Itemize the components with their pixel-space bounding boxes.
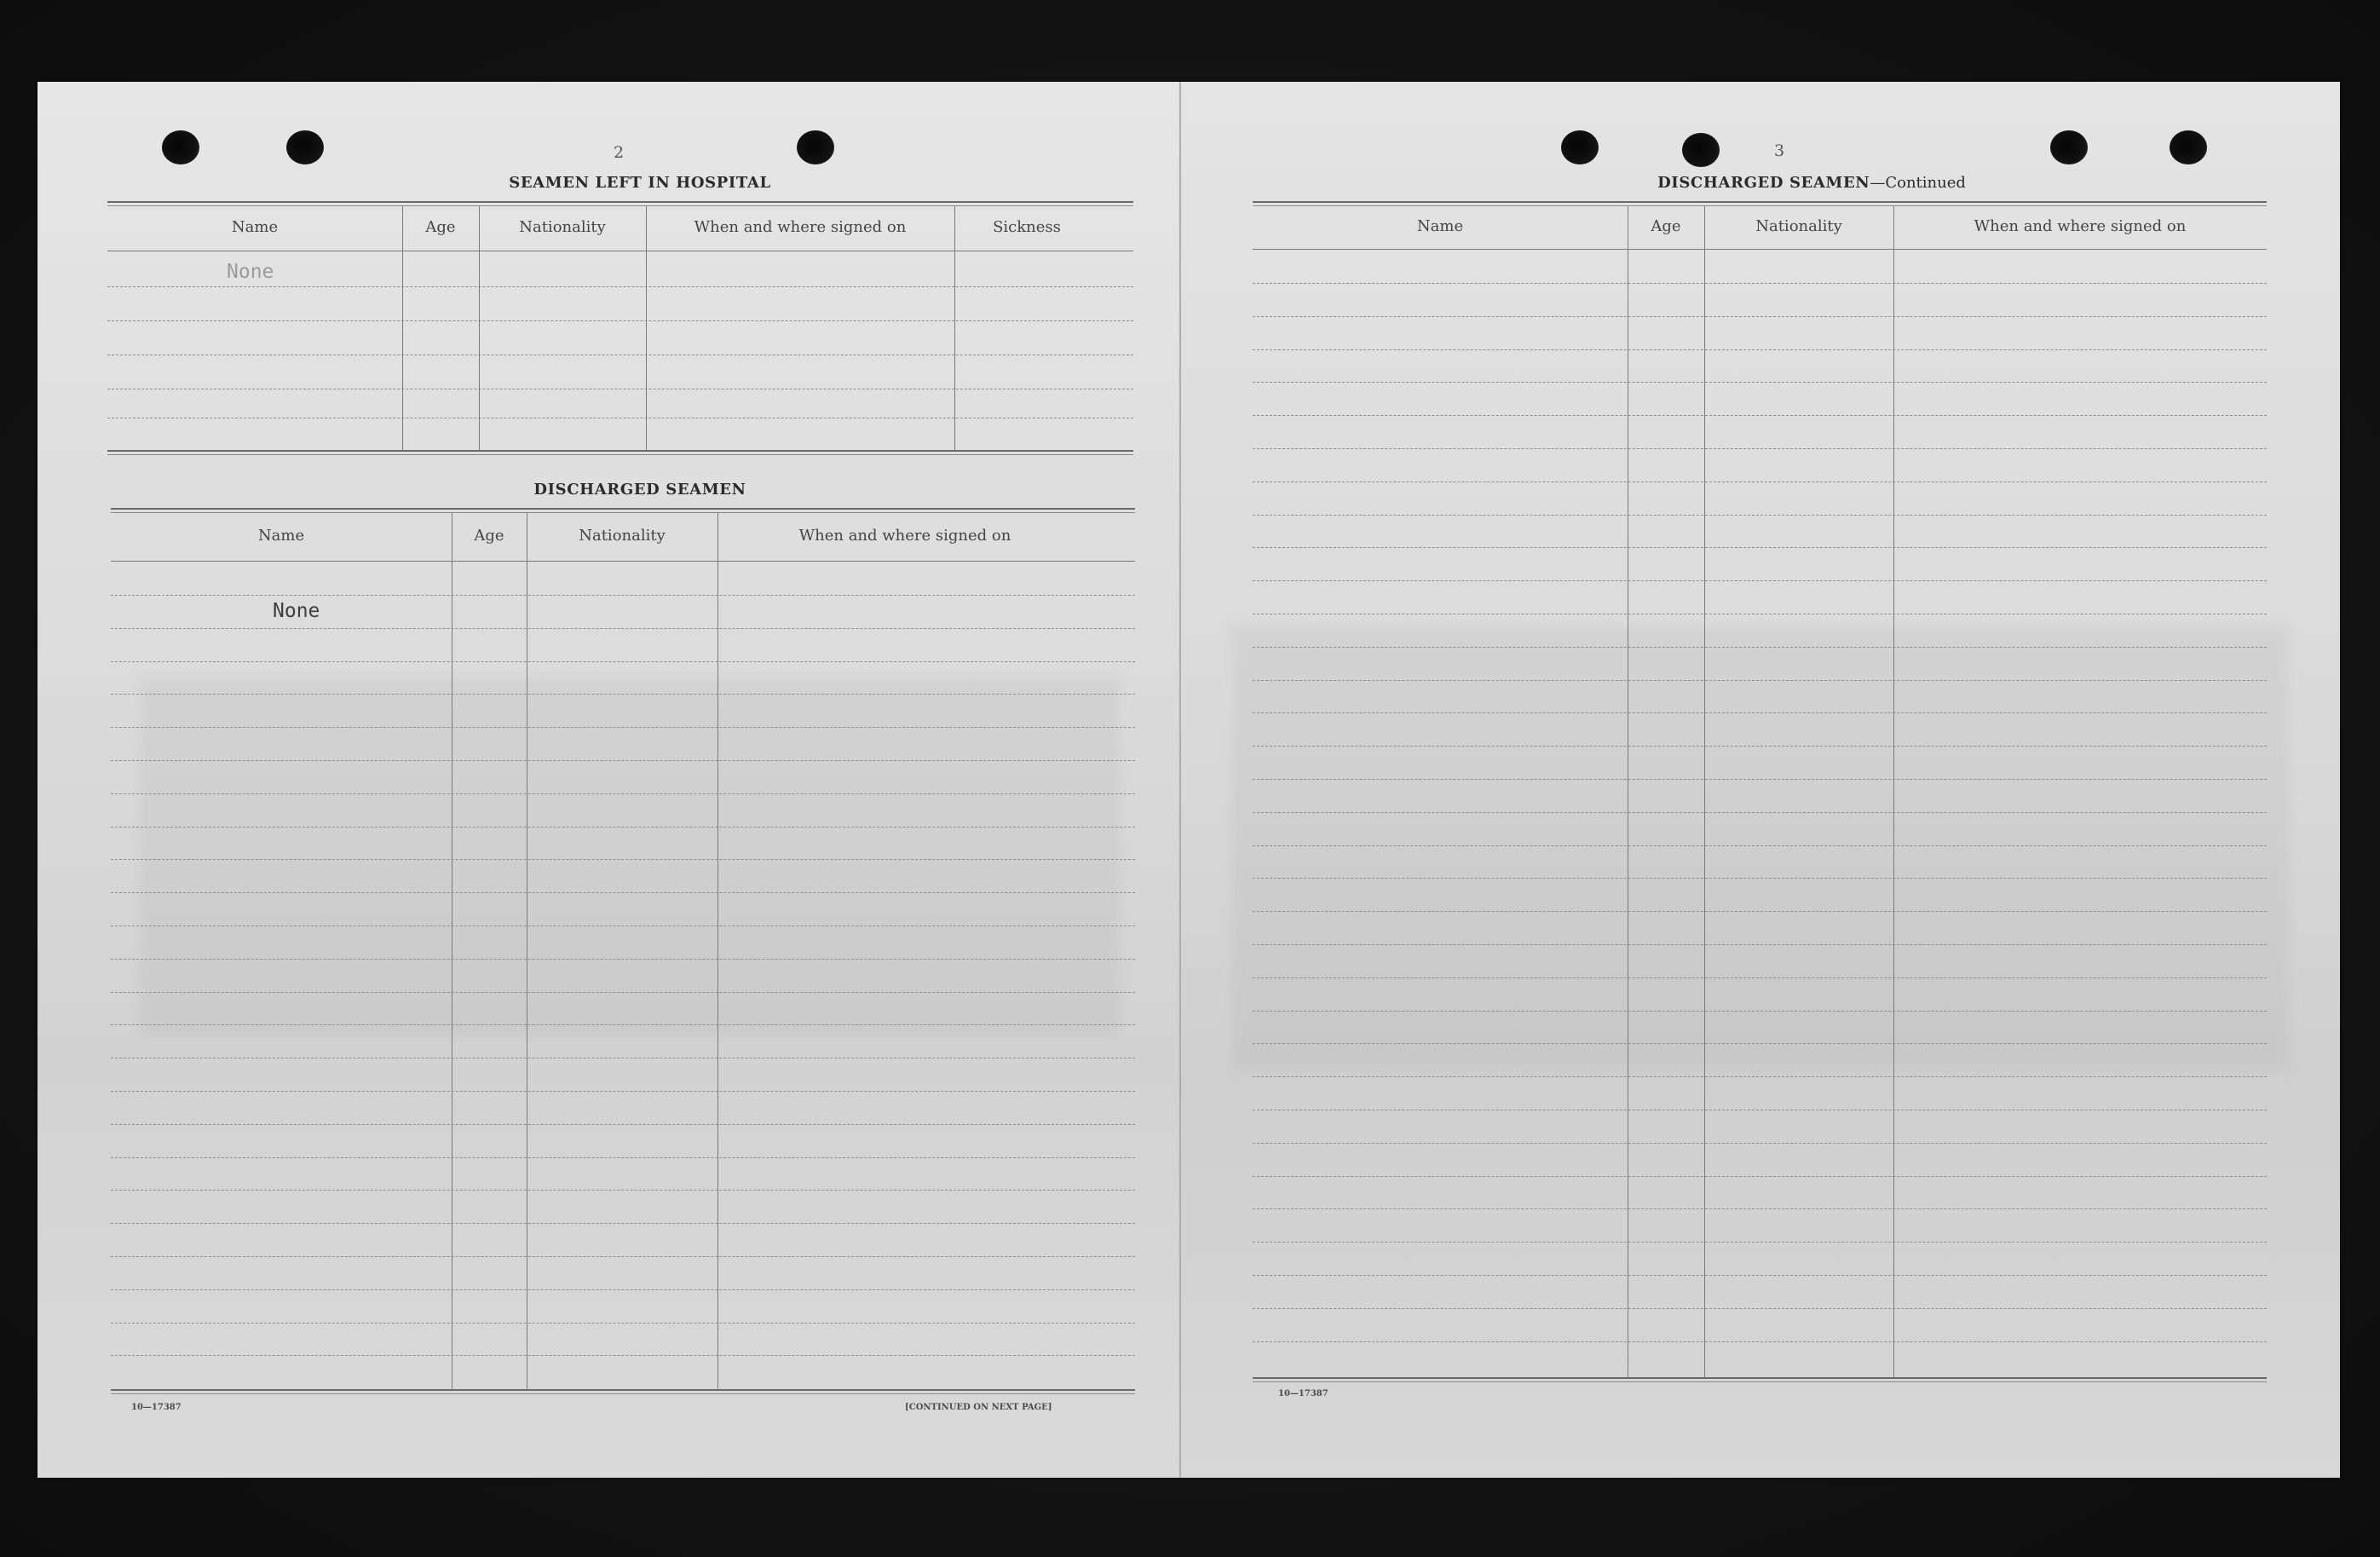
row-rule [1253,1242,2267,1243]
row-rule [111,1190,1135,1191]
column-header-age: Age [425,218,456,236]
column-header-age: Age [474,527,504,545]
title-continued: —Continued [1870,174,1966,192]
column-header-name: Name [1416,217,1464,235]
row-rule [111,1124,1135,1125]
column-header-nationality: Nationality [579,527,666,545]
column-header-nationality: Nationality [519,218,606,236]
column-divider [1893,206,1894,1377]
row-rule [1253,382,2267,383]
row-rule [1253,1275,2267,1276]
row-rule [111,628,1135,629]
row-rule [1253,977,2267,978]
discharged-table [111,508,1135,1394]
column-header-age: Age [1651,217,1681,235]
punch-hole [2050,130,2088,164]
row-rule [1253,1076,2267,1077]
row-rule [1253,1341,2267,1342]
row-rule [1253,944,2267,945]
column-header-name: Name [257,527,305,545]
row-rule [1253,779,2267,780]
punch-hole [797,130,834,164]
row-rule [1253,448,2267,449]
left-page [37,82,1181,1478]
row-rule [1253,746,2267,747]
hospital-entry: None [227,261,274,283]
header-rule [111,561,1135,562]
row-rule [111,793,1135,794]
row-rule [1253,515,2267,516]
column-header-name: Name [231,218,279,236]
table-bottom-rule [111,1389,1135,1391]
punch-hole [1682,133,1720,167]
column-header-signed-on: When and where signed on [1974,217,2187,235]
row-rule [111,959,1135,960]
row-rule [111,1157,1135,1158]
header-rule [1253,249,2267,250]
row-rule [1253,812,2267,813]
title-main: DISCHARGED SEAMEN [1657,174,1870,192]
row-rule [1253,911,2267,912]
row-rule [1253,580,2267,581]
continued-note: [CONTINUED ON NEXT PAGE] [905,1403,1052,1412]
row-rule [111,1355,1135,1356]
table-top-rule [1253,201,2267,203]
row-rule [1253,1308,2267,1309]
punch-hole [1561,130,1599,164]
table-top-rule [107,201,1133,203]
table-bottom-rule [1253,1377,2267,1379]
form-number: 10—17387 [1278,1389,1328,1398]
row-rule [1253,1043,2267,1044]
row-rule [1253,316,2267,317]
row-rule [1253,283,2267,284]
row-rule [111,992,1135,993]
page-number: 3 [1773,141,1785,160]
form-number: 10—17387 [131,1403,182,1412]
row-rule [1253,547,2267,548]
hospital-section-title: SEAMEN LEFT IN HOSPITAL [509,174,771,192]
hospital-table [107,201,1133,457]
column-divider [479,206,480,450]
row-rule [1253,712,2267,713]
table-top-rule [111,508,1135,510]
column-divider [1704,206,1705,1377]
row-rule [1253,878,2267,879]
right-page [1181,82,2340,1478]
page-number: 2 [613,143,625,162]
row-rule [111,760,1135,761]
row-rule [1253,1143,2267,1144]
row-rule [1253,1011,2267,1012]
row-rule [107,320,1133,321]
punch-hole [2170,130,2207,164]
column-divider [402,206,403,450]
row-rule [111,1289,1135,1290]
row-rule [111,1223,1135,1224]
row-rule [1253,1176,2267,1177]
discharged-entry: None [273,600,320,622]
row-rule [1253,349,2267,350]
row-rule [1253,680,2267,681]
row-rule [111,1024,1135,1025]
punch-hole [286,130,324,164]
column-divider [646,206,647,450]
row-rule [111,595,1135,596]
column-header-signed-on: When and where signed on [694,218,907,236]
row-rule [1253,415,2267,416]
row-rule [111,1091,1135,1092]
column-header-nationality: Nationality [1755,217,1842,235]
row-rule [1253,1208,2267,1209]
column-divider [954,206,955,450]
row-rule [111,892,1135,893]
row-rule [111,1256,1135,1257]
discharged-continued-table [1253,201,2267,1382]
row-rule [1253,845,2267,846]
row-rule [107,286,1133,287]
row-rule [1253,647,2267,648]
row-rule [111,827,1135,828]
punch-hole [162,130,199,164]
column-header-sickness: Sickness [993,218,1061,236]
column-header-signed-on: When and where signed on [798,527,1011,545]
row-rule [111,661,1135,662]
row-rule [111,859,1135,860]
table-bottom-rule [107,450,1133,452]
discharged-continued-title [1530,174,2093,192]
column-divider [717,513,718,1389]
row-rule [111,727,1135,728]
row-rule [111,694,1135,695]
discharged-section-title: DISCHARGED SEAMEN [533,481,746,499]
